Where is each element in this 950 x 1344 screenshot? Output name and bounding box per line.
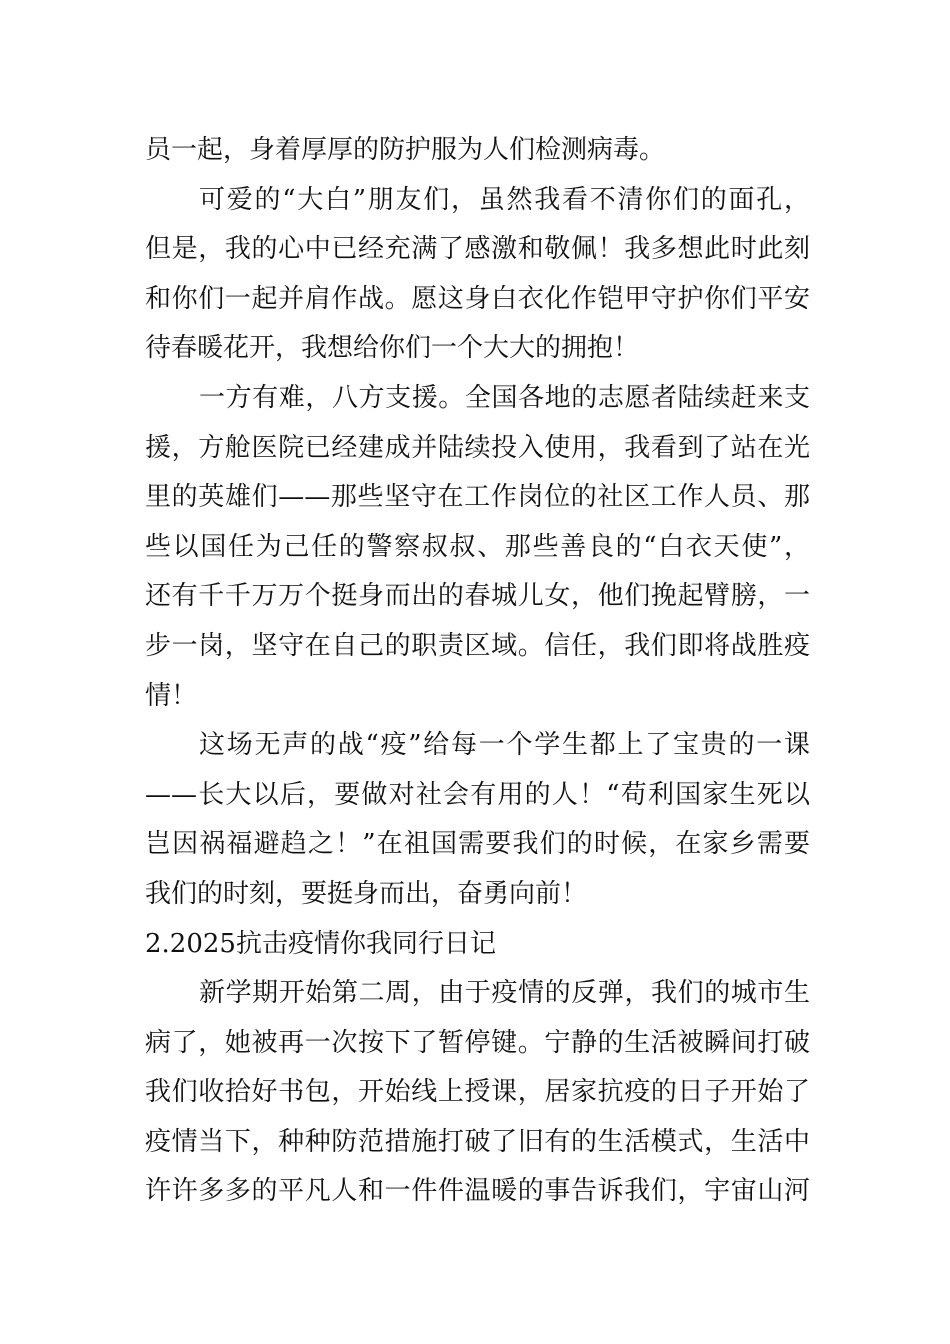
text-line: 岂因祸福避趋之！”在祖国需要我们的时候，在家乡需要 [145,829,810,860]
text-line: 我们的时刻，要挺身而出，奋勇向前！ [145,878,588,909]
document-body [145,126,810,1217]
text-line: 援，方舱医院已经建成并陆续投入使用，我看到了站在光 [145,432,810,463]
text-line: ——长大以后，要做对社会有用的人！“苟利国家生死以 [145,779,810,810]
text-line: 步一岗，坚守在自己的职责区域。信任，我们即将战胜疫 [145,630,810,661]
text-line: 许许多多的平凡人和一件件温暖的事告诉我们，宇宙山河 [145,1176,810,1207]
text-line: 可爱的“大白”朋友们，虽然我看不清你们的面孔， [199,184,810,215]
text-line: 和你们一起并肩作战。愿这身白衣化作铠甲守护你们平安 [145,283,810,314]
text-line: 一方有难，八方支援。全国各地的志愿者陆续赶来支 [199,382,810,413]
text-line: 病了，她被再一次按下了暂停键。宁静的生活被瞬间打破 [145,1027,810,1058]
text-line: 情！ [145,680,198,711]
text-line: 新学期开始第二周，由于疫情的反弹，我们的城市生 [199,978,810,1009]
text-line: 里的英雄们——那些坚守在工作岗位的社区工作人员、那 [145,482,810,513]
text-line: 2.2025抗击疫情你我同行日记 [145,928,496,959]
text-line: 这场无声的战“疫”给每一个学生都上了宝贵的一课 [199,730,810,761]
text-line: 还有千千万万个挺身而出的春城儿女，他们挽起臂膀，一 [145,581,810,612]
text-line: 待春暖花开，我想给你们一个大大的拥抱！ [145,333,640,364]
text-line: 些以国任为己任的警察叔叔、那些善良的“白衣天使”， [145,531,810,562]
text-line: 疫情当下，种种防范措施打破了旧有的生活模式，生活中 [145,1126,810,1157]
text-line: 但是，我的心中已经充满了感激和敬佩！我多想此时此刻 [145,234,810,265]
text-line: 我们收拾好书包，开始线上授课，居家抗疫的日子开始了 [145,1077,810,1108]
text-line: 员一起，身着厚厚的防护服为人们检测病毒。 [145,135,666,165]
